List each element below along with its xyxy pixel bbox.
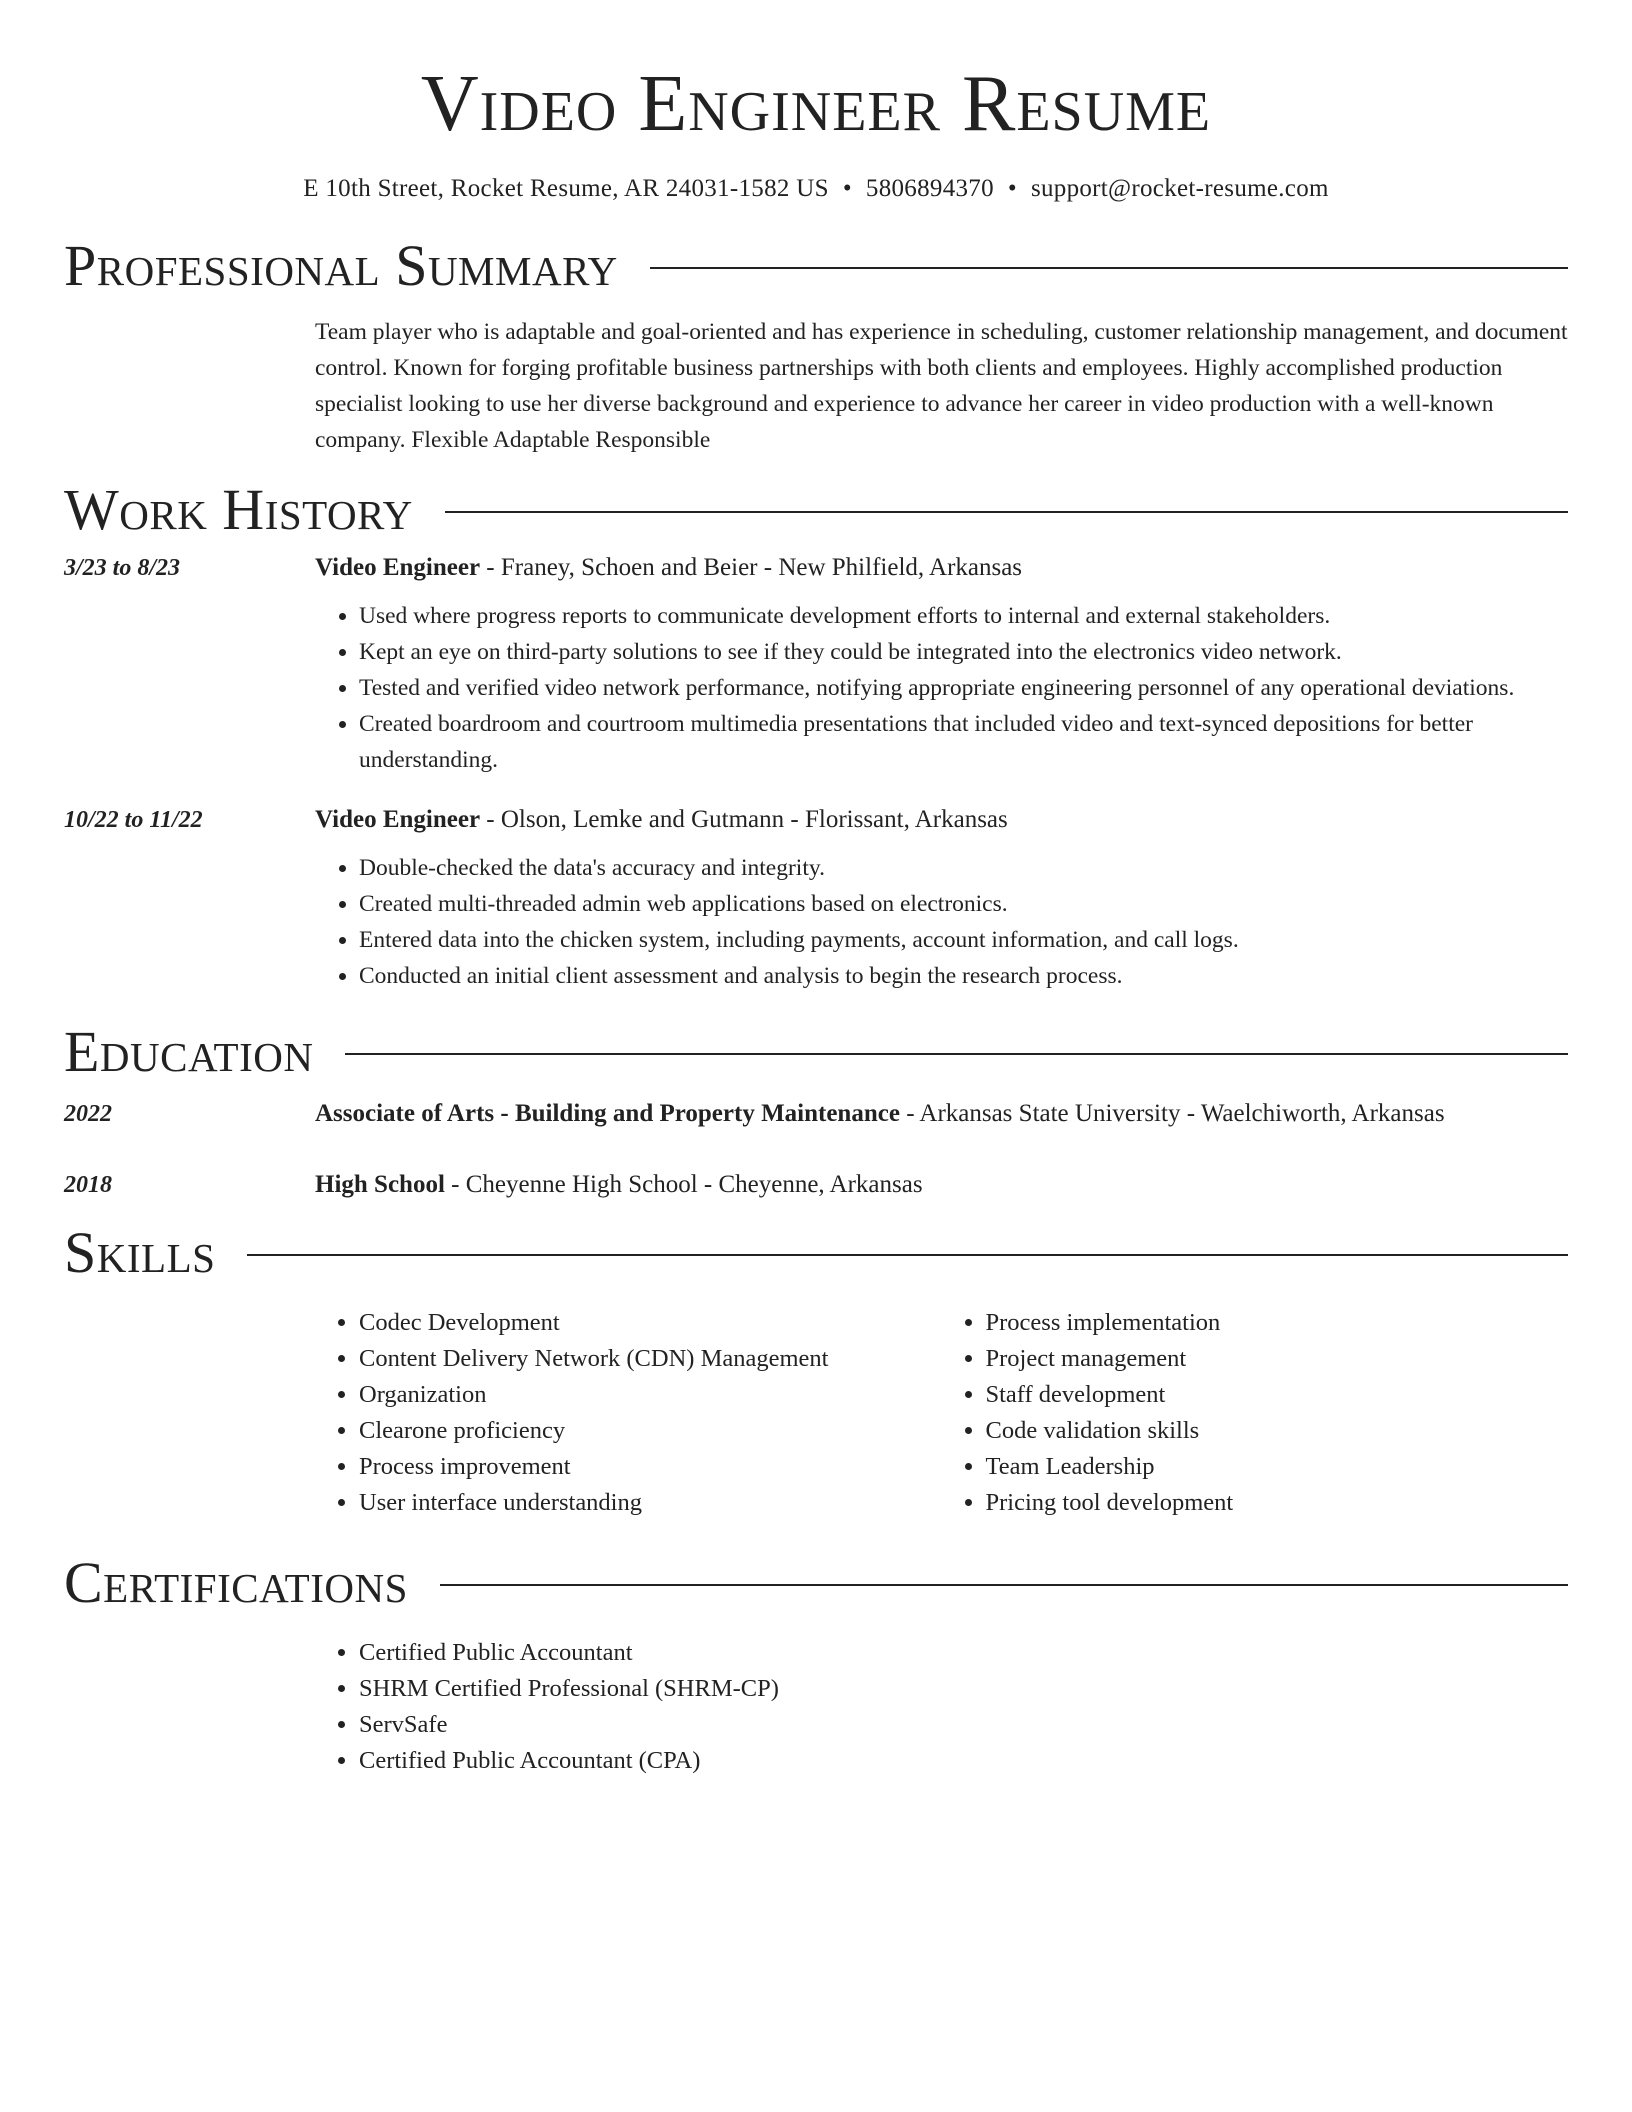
job-title-line: [315, 804, 1008, 836]
job-bullet: • Created boardroom and courtroom multimedia presentations that included video and text-synced depositions for better understanding.: [359, 706, 1568, 778]
section-divider: [345, 1053, 1568, 1055]
job-bullet: • Entered data into the chicken system, including payments, account information, and call logs.: [359, 922, 1568, 958]
skill-item: • Codec Development: [359, 1305, 942, 1341]
certifications-heading: Certifications: [64, 1550, 408, 1615]
job-bullet-list: [315, 850, 1568, 994]
certification-item: • SHRM Certified Professional (SHRM-CP): [359, 1671, 1568, 1707]
work-section-heading: [64, 478, 1568, 542]
skills-section-heading: [64, 1221, 1568, 1285]
education-degree: Associate of Arts - Building and Property Maintenance: [315, 1100, 900, 1127]
contact-phone: 5806894370: [865, 175, 994, 202]
skill-item: • Pricing tool development: [986, 1485, 1569, 1521]
summary-text: Team player who is adaptable and goal-oriented and has experience in scheduling, customer relationship management, and document control. Known for forging profitable business partnerships with both clients and employees. Highly accomplished production specialist looking to use her diverse background and experience to advance her career in video production with a well-known company. Flexible Adaptable Responsible: [315, 319, 1568, 453]
skill-item: • User interface understanding: [359, 1485, 942, 1521]
job-bullet: • Used where progress reports to communicate development efforts to internal and external stakeholders.: [359, 598, 1568, 634]
job-title: Video Engineer: [315, 554, 481, 581]
job-dates: 10/22 to 11/22: [64, 807, 203, 833]
education-line: [315, 1098, 1445, 1130]
education-entry: [64, 1169, 1568, 1201]
skill-item: • Staff development: [986, 1377, 1569, 1413]
skill-item: • Project management: [986, 1341, 1569, 1377]
contact-separator: •: [1007, 175, 1017, 202]
job-header: [64, 552, 1568, 584]
education-line: [315, 1169, 923, 1201]
job-header: [64, 804, 1568, 836]
certification-item: • ServSafe: [359, 1707, 1568, 1743]
job-bullet: • Tested and verified video network performance, notifying appropriate engineering personnel of any operational deviations.: [359, 670, 1568, 706]
skill-item: • Process improvement: [359, 1449, 942, 1485]
work-heading: Work History: [64, 477, 413, 542]
contact-address: E 10th Street, Rocket Resume, AR 24031-1582 US: [303, 175, 829, 202]
skill-item: • Content Delivery Network (CDN) Management: [359, 1341, 942, 1377]
summary-section-heading: [64, 234, 1568, 298]
education-year: 2022: [64, 1101, 112, 1127]
skill-item: • Team Leadership: [986, 1449, 1569, 1485]
skills-list-left: [315, 1305, 942, 1521]
section-divider: [650, 267, 1568, 269]
job-bullet: • Double-checked the data's accuracy and integrity.: [359, 850, 1568, 886]
education-degree: High School: [315, 1171, 445, 1198]
skills-list-right: [942, 1305, 1569, 1521]
certification-item: • Certified Public Accountant: [359, 1635, 1568, 1671]
skill-item: • Code validation skills: [986, 1413, 1569, 1449]
job-title-line: [315, 552, 1022, 584]
job-employer: - Franey, Schoen and Beier - New Philfield, Arkansas: [480, 554, 1023, 581]
skills-grid: [315, 1305, 1568, 1521]
section-divider: [445, 511, 1568, 513]
job-bullet-list: [315, 598, 1568, 778]
skill-item: • Process implementation: [986, 1305, 1569, 1341]
section-divider: [440, 1584, 1568, 1586]
contact-email: support@rocket-resume.com: [1030, 175, 1329, 202]
education-heading: Education: [64, 1019, 314, 1084]
job-title: Video Engineer: [315, 806, 481, 833]
certification-item: • Certified Public Accountant (CPA): [359, 1743, 1568, 1779]
resume-title: Video Engineer Resume: [420, 60, 1212, 148]
resume-page: [64, 0, 1568, 1779]
skill-item: • Organization: [359, 1377, 942, 1413]
job-dates: 3/23 to 8/23: [64, 555, 181, 581]
education-school: - Arkansas State University - Waelchiworth, Arkansas: [899, 1100, 1445, 1127]
education-section-heading: [64, 1020, 1568, 1084]
education-school: - Cheyenne High School - Cheyenne, Arkansas: [444, 1171, 923, 1198]
job-entry: [64, 804, 1568, 994]
job-bullet: • Kept an eye on third-party solutions to see if they could be integrated into the electronics video network.: [359, 634, 1568, 670]
certifications-section-heading: [64, 1551, 1568, 1615]
contact-line: [64, 174, 1568, 204]
skills-heading: Skills: [64, 1220, 216, 1285]
education-year: 2018: [64, 1172, 112, 1198]
certifications-list: [315, 1635, 1568, 1779]
job-entry: [64, 552, 1568, 778]
job-bullet: • Created multi-threaded admin web applications based on electronics.: [359, 886, 1568, 922]
summary-heading: Professional Summary: [64, 233, 618, 298]
education-entry: [64, 1098, 1568, 1130]
job-bullet: • Conducted an initial client assessment and analysis to begin the research process.: [359, 958, 1568, 994]
contact-separator: •: [842, 175, 852, 202]
skill-item: • Clearone proficiency: [359, 1413, 942, 1449]
section-divider: [247, 1254, 1568, 1256]
job-employer: - Olson, Lemke and Gutmann - Florissant, Arkansas: [480, 806, 1008, 833]
